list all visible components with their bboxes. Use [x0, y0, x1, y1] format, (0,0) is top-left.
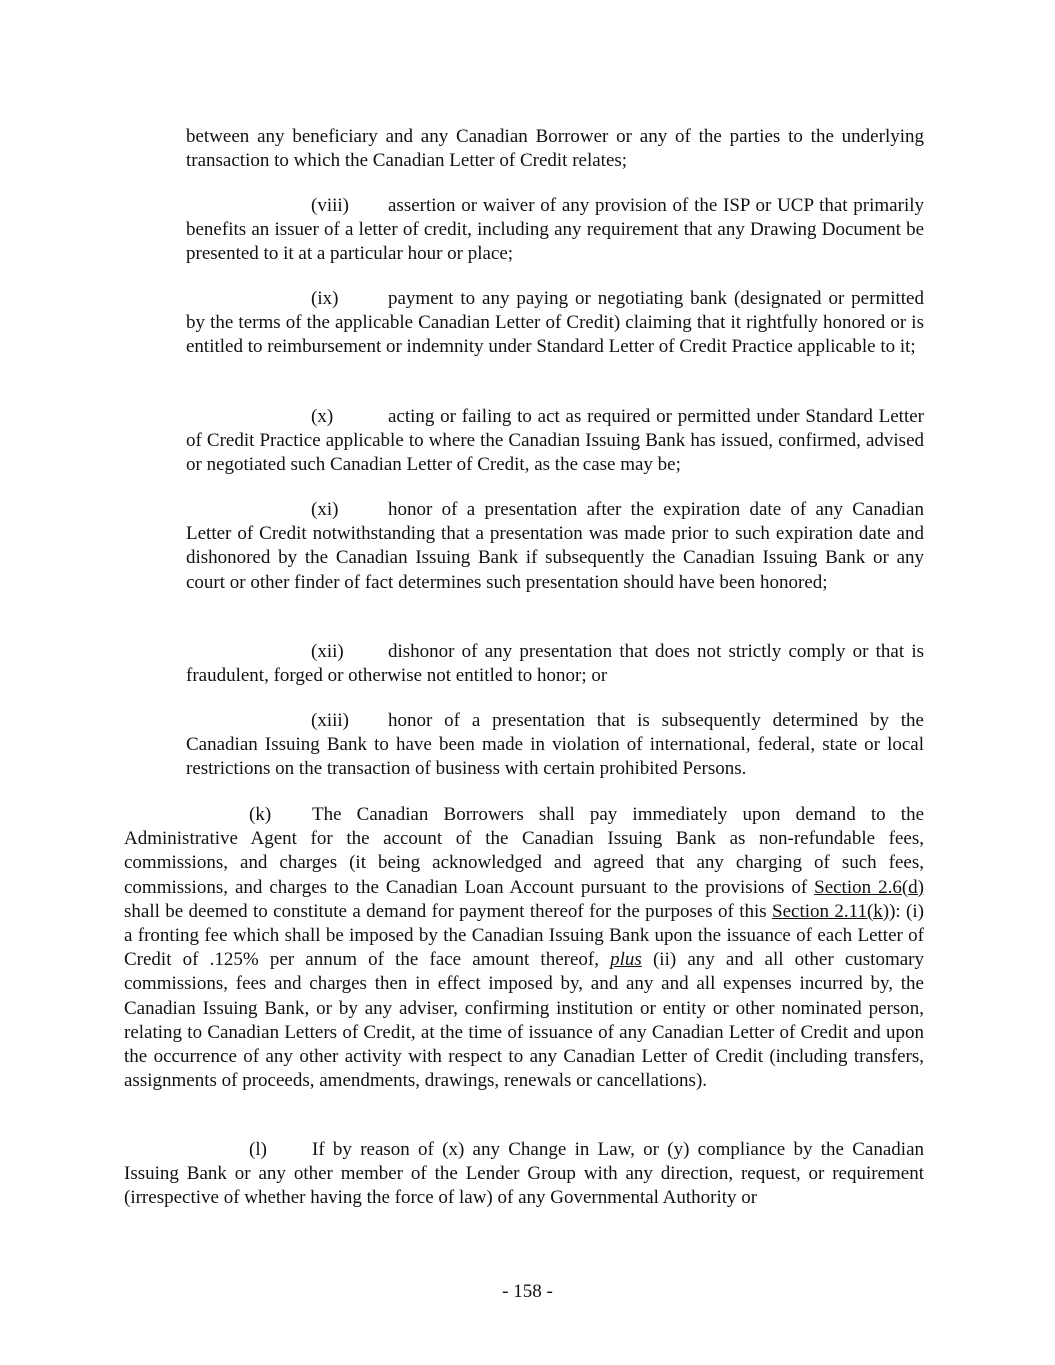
page-number: - 158 - [502, 1281, 553, 1302]
clause-xiii [186, 709, 924, 782]
section-k-text-4: (ii) any and all other customary commissions, fees and charges then in effect imposed by, and any and all expenses incurred by, the Canadian Issuing Bank, or by any adviser, confirming institution or entity or other nominated person, relating to Canadian Letters of Credit, at the time of issuance of any Canadian Letter of Credit and upon the occurrence of any other activity with respect to any Canadian Letter of Credit (including transfers, assignments of proceeds, amendments, drawings, renewals or cancellations). [124, 949, 924, 1092]
clause-viii-label: (viii) [311, 195, 349, 216]
clause-xi-label: (xi) [311, 499, 339, 520]
clause-ix-label: (ix) [311, 288, 339, 309]
section-k [124, 803, 924, 1093]
clause-x-label: (x) [311, 406, 334, 427]
clause-xii [186, 640, 924, 688]
clause-xi-text: honor of a presentation after the expiration date of any Canadian Letter of Credit notwithstanding that a presentation was made prior to such expiration date and dishonored by the Canadian Issuing Bank if subsequently the Canadian Issuing Bank or any court or other finder of fact determines such presentation should have been honored; [186, 499, 924, 593]
section-l [124, 1138, 924, 1211]
section-k-label: (k) [249, 804, 272, 825]
section-2-11-k-reference: Section 2.11(k) [772, 900, 890, 922]
plus-emphasis: plus [610, 949, 642, 971]
section-k-text-2: shall be deemed to constitute a demand for payment thereof for the purposes of this [124, 900, 773, 922]
clause-viii [186, 194, 924, 267]
clause-x [186, 405, 924, 478]
section-k-text-3: ): (i) a fronting fee which shall be imposed by the Canadian Issuing Bank upon the issuance of each Letter of Credit of .125% per annum of the face amount thereof, [124, 900, 924, 971]
clause-xii-label: (xii) [311, 641, 344, 662]
clause-ix [186, 287, 924, 360]
continued-paragraph [186, 125, 924, 173]
clause-xiii-text: honor of a presentation that is subsequently determined by the Canadian Issuing Bank to have been made in violation of international, federal, state or local restrictions on the transaction of business with certain prohibited Persons. [186, 710, 924, 780]
clause-x-text: acting or failing to act as required or permitted under Standard Letter of Credit Practice applicable to where the Canadian Issuing Bank has issued, confirmed, advised or negotiated such Canadian Letter of Credit, as the case may be; [186, 406, 924, 476]
clause-ix-text: payment to any paying or negotiating bank (designated or permitted by the terms of the applicable Canadian Letter of Credit) claiming that it rightfully honored or is entitled to reimbursement or indemnity under Standard Letter of Credit Practice applicable to it; [186, 288, 924, 358]
continued-text: between any beneficiary and any Canadian Borrower or any of the parties to the underlying transaction to which the Canadian Letter of Credit relates; [186, 126, 924, 172]
section-2-6-d-reference: Section 2.6(d) [814, 876, 924, 898]
section-l-label: (l) [249, 1139, 267, 1160]
clause-xi [186, 498, 924, 595]
section-k-text-1: The Canadian Borrowers shall pay immediately upon demand to the Administrative Agent for the account of the Canadian Issuing Bank as non-refundable fees, commissions, and charges (it being acknowledged and agreed that any charging of such fees, commissions, and charges to the Canadian Loan Account pursuant to the provisions of [124, 804, 924, 898]
clause-xiii-label: (xiii) [311, 710, 349, 731]
section-l-text: If by reason of (x) any Change in Law, or (y) compliance by the Canadian Issuing Bank or any other member of the Lender Group with any direction, request, or requirement (irrespective of whether having the force of law) of any Governmental Authority or [124, 1139, 924, 1209]
clause-viii-text: assertion or waiver of any provision of the ISP or UCP that primarily benefits an issuer of a letter of credit, including any requirement that any Drawing Document be presented to it at a particular hour or place; [186, 195, 924, 265]
clause-xii-text: dishonor of any presentation that does not strictly comply or that is fraudulent, forged or otherwise not entitled to honor; or [186, 641, 924, 687]
